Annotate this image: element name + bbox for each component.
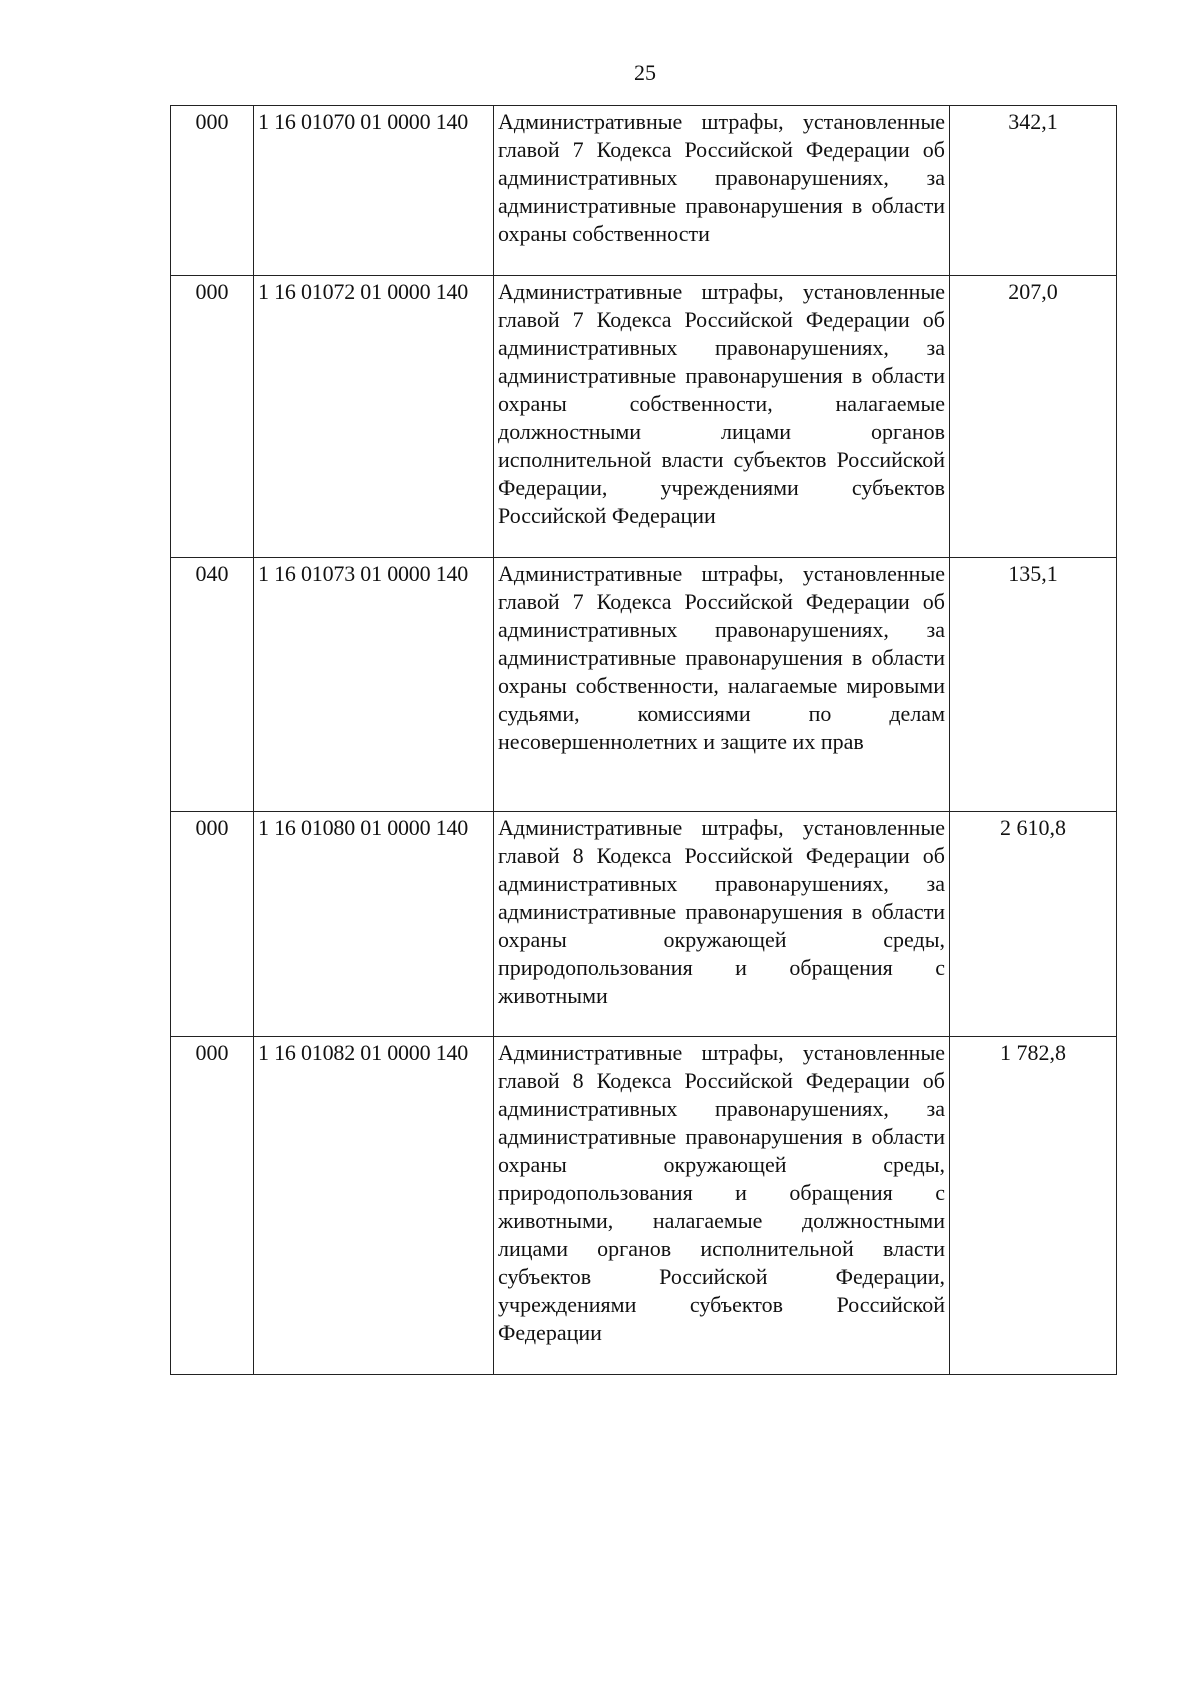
budget-classification-code-cell: 1 16 01070 01 0000 140 (254, 106, 494, 276)
amount-cell: 207,0 (950, 276, 1117, 558)
budget-classification-code-cell: 1 16 01080 01 0000 140 (254, 812, 494, 1037)
table-row (171, 1037, 1117, 1375)
admin-code-cell: 000 (171, 106, 254, 276)
revenue-name-cell: Административные штрафы, установленные главой 7 Кодекса Российской Федерации об административных правонарушениях, за административные правонарушения в области охраны собственности (494, 106, 950, 276)
amount-cell: 1 782,8 (950, 1037, 1117, 1375)
admin-code-cell: 000 (171, 812, 254, 1037)
amount-cell: 342,1 (950, 106, 1117, 276)
admin-code-cell: 000 (171, 1037, 254, 1375)
table-row (171, 106, 1117, 276)
revenue-table (170, 105, 1117, 1375)
amount-cell: 135,1 (950, 558, 1117, 812)
budget-classification-code-cell: 1 16 01072 01 0000 140 (254, 276, 494, 558)
admin-code-cell: 000 (171, 276, 254, 558)
table-body (171, 106, 1117, 1375)
page-number: 25 (634, 60, 656, 85)
revenue-name-cell: Административные штрафы, установленные главой 8 Кодекса Российской Федерации об административных правонарушениях, за административные правонарушения в области охраны окружающей среды, природопользования и обращения с животными (494, 812, 950, 1037)
table-row (171, 812, 1117, 1037)
amount-cell: 2 610,8 (950, 812, 1117, 1037)
table-row (171, 558, 1117, 812)
budget-classification-code-cell: 1 16 01073 01 0000 140 (254, 558, 494, 812)
revenue-name-cell: Административные штрафы, установленные главой 7 Кодекса Российской Федерации об административных правонарушениях, за административные правонарушения в области охраны собственности, налагаемые должностными лицами органов исполнительной власти субъектов Российской Федерации, учреждениями субъектов Российской Федерации (494, 276, 950, 558)
revenue-name-cell: Административные штрафы, установленные главой 8 Кодекса Российской Федерации об административных правонарушениях, за административные правонарушения в области охраны окружающей среды, природопользования и обращения с животными, налагаемые должностными лицами органов исполнительной власти субъектов Российской Федерации, учреждениями субъектов Российской Федерации (494, 1037, 950, 1375)
admin-code-cell: 040 (171, 558, 254, 812)
budget-classification-code-cell: 1 16 01082 01 0000 140 (254, 1037, 494, 1375)
revenue-name-cell: Административные штрафы, установленные главой 7 Кодекса Российской Федерации об административных правонарушениях, за административные правонарушения в области охраны собственности, налагаемые мировыми судьями, комиссиями по делам несовершеннолетних и защите их прав (494, 558, 950, 812)
table-row (171, 276, 1117, 558)
